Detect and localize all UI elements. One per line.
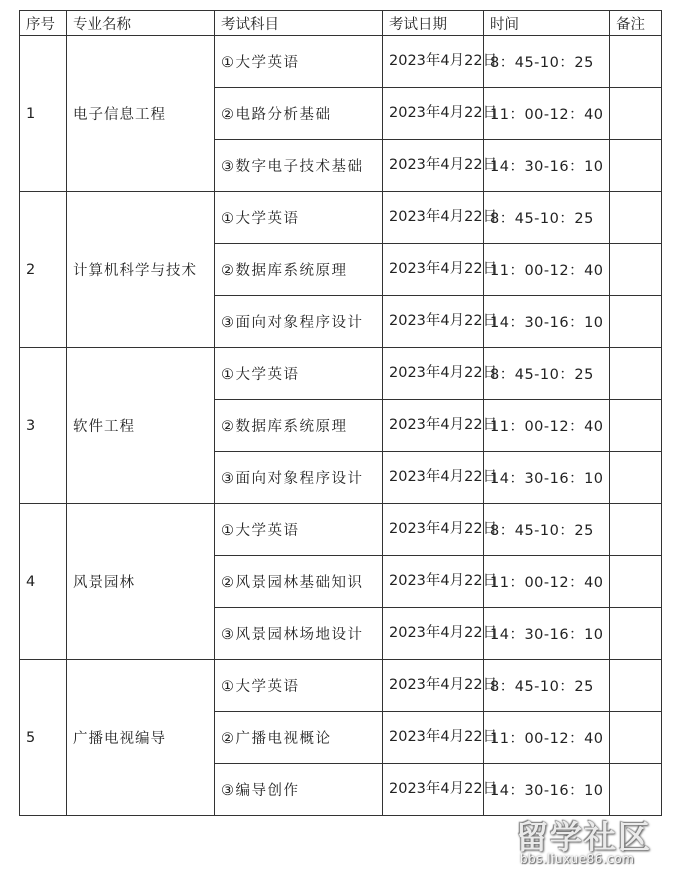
exam-schedule-table xyxy=(19,10,662,816)
exam-time: 11：00-12：40 xyxy=(484,556,610,608)
exam-remark xyxy=(610,764,662,816)
exam-time: 14：30-16：10 xyxy=(484,296,610,348)
exam-remark xyxy=(610,88,662,140)
exam-time: 8：45-10：25 xyxy=(484,192,610,244)
exam-subject: ②电路分析基础 xyxy=(215,88,383,140)
exam-subject: ②广播电视概论 xyxy=(215,712,383,764)
exam-remark xyxy=(610,140,662,192)
exam-remark xyxy=(610,348,662,400)
exam-subject: ③数字电子技术基础 xyxy=(215,140,383,192)
exam-subject: ③面向对象程序设计 xyxy=(215,452,383,504)
major-name: 风景园林 xyxy=(67,504,215,660)
exam-time: 11：00-12：40 xyxy=(484,712,610,764)
exam-time: 14：30-16：10 xyxy=(484,608,610,660)
row-index: 2 xyxy=(20,192,67,348)
exam-subject: ③编导创作 xyxy=(215,764,383,816)
exam-time: 14：30-16：10 xyxy=(484,140,610,192)
exam-time: 11：00-12：40 xyxy=(484,244,610,296)
exam-remark xyxy=(610,36,662,88)
exam-remark xyxy=(610,452,662,504)
header-index: 序号 xyxy=(20,11,67,36)
exam-date: 2023年4月22日 xyxy=(383,348,484,400)
exam-remark xyxy=(610,556,662,608)
watermark-brand: 留学社区 xyxy=(516,818,653,856)
exam-time: 8：45-10：25 xyxy=(484,348,610,400)
exam-date: 2023年4月22日 xyxy=(383,452,484,504)
exam-date: 2023年4月22日 xyxy=(383,504,484,556)
row-index: 5 xyxy=(20,660,67,816)
header-subject: 考试科目 xyxy=(215,11,383,36)
table-row xyxy=(20,36,662,88)
exam-date: 2023年4月22日 xyxy=(383,140,484,192)
exam-time: 14：30-16：10 xyxy=(484,764,610,816)
header-remark: 备注 xyxy=(610,11,662,36)
exam-time: 11：00-12：40 xyxy=(484,88,610,140)
exam-date: 2023年4月22日 xyxy=(383,296,484,348)
exam-subject: ②风景园林基础知识 xyxy=(215,556,383,608)
exam-date: 2023年4月22日 xyxy=(383,192,484,244)
schedule-body xyxy=(20,36,662,816)
exam-subject: ②数据库系统原理 xyxy=(215,400,383,452)
header-time: 时间 xyxy=(484,11,610,36)
site-watermark xyxy=(510,812,670,872)
exam-remark xyxy=(610,712,662,764)
exam-remark xyxy=(610,608,662,660)
exam-subject: ③风景园林场地设计 xyxy=(215,608,383,660)
exam-subject: ③面向对象程序设计 xyxy=(215,296,383,348)
table-row xyxy=(20,660,662,712)
major-name: 广播电视编导 xyxy=(67,660,215,816)
header-row xyxy=(20,11,662,36)
watermark-url: bbs.liuxue86.com xyxy=(520,852,635,866)
exam-date: 2023年4月22日 xyxy=(383,764,484,816)
major-name: 软件工程 xyxy=(67,348,215,504)
header-date: 考试日期 xyxy=(383,11,484,36)
exam-time: 11：00-12：40 xyxy=(484,400,610,452)
exam-remark xyxy=(610,296,662,348)
exam-date: 2023年4月22日 xyxy=(383,608,484,660)
exam-time: 8：45-10：25 xyxy=(484,504,610,556)
exam-date: 2023年4月22日 xyxy=(383,36,484,88)
exam-date: 2023年4月22日 xyxy=(383,244,484,296)
exam-time: 14：30-16：10 xyxy=(484,452,610,504)
exam-remark xyxy=(610,504,662,556)
exam-date: 2023年4月22日 xyxy=(383,556,484,608)
major-name: 计算机科学与技术 xyxy=(67,192,215,348)
row-index: 3 xyxy=(20,348,67,504)
exam-subject: ①大学英语 xyxy=(215,192,383,244)
table-row xyxy=(20,192,662,244)
exam-remark xyxy=(610,244,662,296)
exam-subject: ①大学英语 xyxy=(215,348,383,400)
exam-subject: ①大学英语 xyxy=(215,36,383,88)
exam-time: 8：45-10：25 xyxy=(484,36,610,88)
row-index: 4 xyxy=(20,504,67,660)
exam-remark xyxy=(610,400,662,452)
exam-date: 2023年4月22日 xyxy=(383,88,484,140)
table-row xyxy=(20,504,662,556)
exam-date: 2023年4月22日 xyxy=(383,660,484,712)
table-row xyxy=(20,348,662,400)
major-name: 电子信息工程 xyxy=(67,36,215,192)
exam-remark xyxy=(610,192,662,244)
exam-date: 2023年4月22日 xyxy=(383,400,484,452)
exam-remark xyxy=(610,660,662,712)
exam-date: 2023年4月22日 xyxy=(383,712,484,764)
exam-subject: ①大学英语 xyxy=(215,504,383,556)
exam-time: 8：45-10：25 xyxy=(484,660,610,712)
exam-subject: ②数据库系统原理 xyxy=(215,244,383,296)
exam-subject: ①大学英语 xyxy=(215,660,383,712)
row-index: 1 xyxy=(20,36,67,192)
header-major: 专业名称 xyxy=(67,11,215,36)
